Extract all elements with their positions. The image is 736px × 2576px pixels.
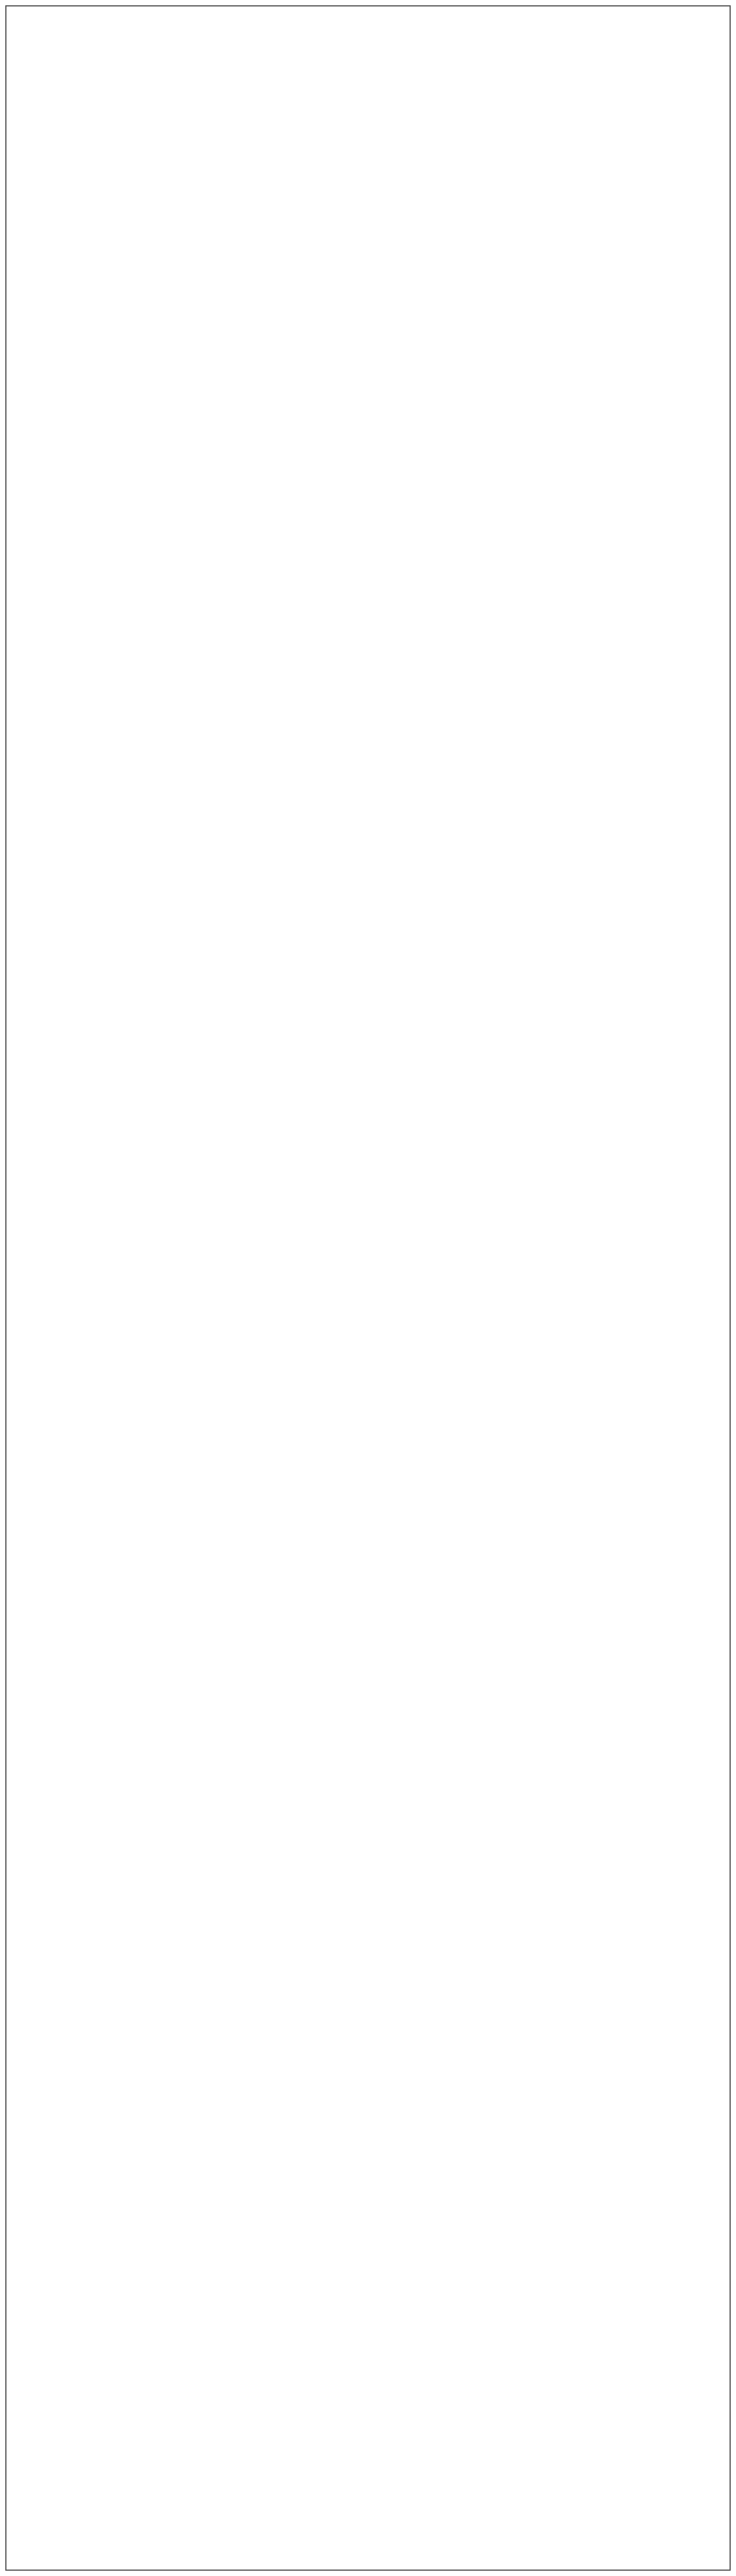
curriculum-outline-table — [5, 5, 731, 2571]
